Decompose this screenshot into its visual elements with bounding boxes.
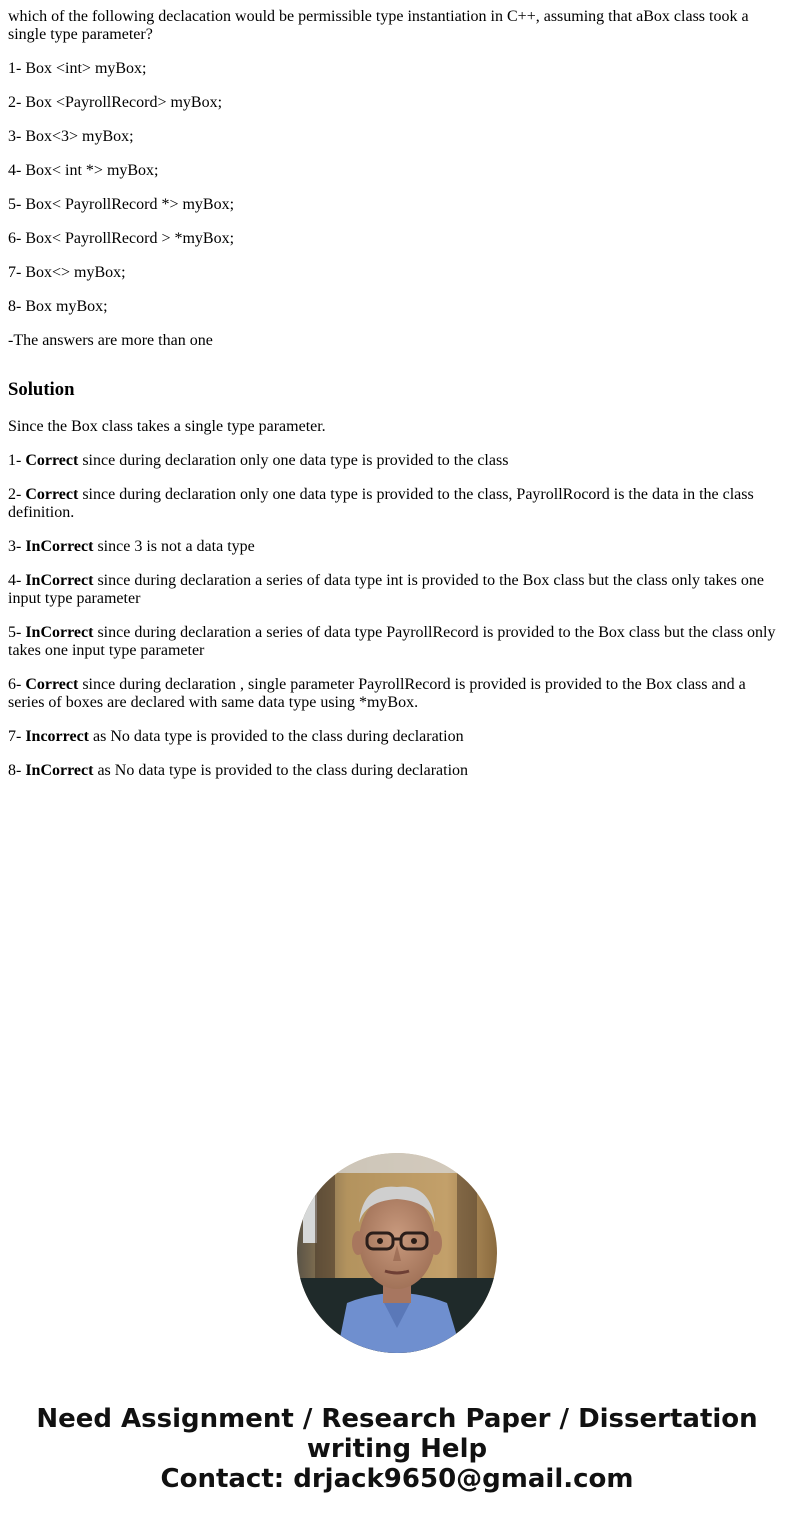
author-portrait-image	[297, 1153, 497, 1353]
promo-line-2: writing Help	[306, 1434, 488, 1464]
solution-heading: Solution	[8, 379, 75, 400]
answer-7	[8, 728, 786, 746]
answer-4	[8, 572, 786, 608]
answer-verdict: Correct	[25, 486, 79, 503]
answer-reason: since 3 is not a data type	[93, 538, 255, 555]
answer-reason: since during declaration only one data type is provided to the class, PayrollRocord is the data in the class definition.	[8, 486, 754, 521]
answer-verdict: InCorrect	[25, 624, 94, 641]
answer-5	[8, 624, 786, 660]
solution-intro: Since the Box class takes a single type parameter.	[8, 418, 326, 435]
answer-number: 7-	[8, 728, 26, 745]
answer-number: 5-	[8, 624, 26, 641]
answer-verdict: Incorrect	[25, 728, 89, 745]
answer-number: 1-	[8, 452, 26, 469]
option-8: 8- Box myBox;	[8, 298, 108, 315]
promo-line-1: Need Assignment / Research Paper / Dissertation	[36, 1404, 758, 1434]
answer-verdict: InCorrect	[25, 762, 94, 779]
answer-number: 6-	[8, 676, 26, 693]
option-1: 1- Box <int> myBox;	[8, 60, 147, 77]
question-note: -The answers are more than one	[8, 332, 213, 349]
option-2: 2- Box <PayrollRecord> myBox;	[8, 94, 223, 111]
promo-contact: Contact: drjack9650@gmail.com	[160, 1464, 634, 1494]
answer-number: 8-	[8, 762, 26, 779]
answer-reason: as No data type is provided to the class during declaration	[89, 728, 464, 745]
answer-verdict: Correct	[25, 676, 79, 693]
document-body	[8, 8, 786, 796]
promo-banner	[0, 1404, 794, 1494]
answer-reason: as No data type is provided to the class during declaration	[93, 762, 469, 779]
answer-verdict: Correct	[25, 452, 79, 469]
question-text: which of the following declacation would be permissible type instantiation in C++, assuming that aBox class took a single type parameter?	[8, 8, 749, 43]
answer-verdict: InCorrect	[25, 572, 94, 589]
option-7: 7- Box<> myBox;	[8, 264, 126, 281]
answer-reason: since during declaration a series of data type int is provided to the Box class but the class only takes one input type parameter	[8, 572, 764, 607]
option-4: 4- Box< int *> myBox;	[8, 162, 159, 179]
option-6: 6- Box< PayrollRecord > *myBox;	[8, 230, 235, 247]
author-avatar	[297, 1153, 497, 1353]
answer-3	[8, 538, 786, 556]
answer-2	[8, 486, 786, 522]
answer-6	[8, 676, 786, 712]
answer-number: 2-	[8, 486, 26, 503]
option-3: 3- Box<3> myBox;	[8, 128, 134, 145]
answer-verdict: InCorrect	[25, 538, 94, 555]
answer-8	[8, 762, 786, 780]
answer-reason: since during declaration a series of data type PayrollRecord is provided to the Box class but the class only takes one input type parameter	[8, 624, 776, 659]
option-5: 5- Box< PayrollRecord *> myBox;	[8, 196, 235, 213]
answer-reason: since during declaration , single parameter PayrollRecord is provided is provided to the Box class and a series of boxes are declared with same data type using *myBox.	[8, 676, 746, 711]
answer-reason: since during declaration only one data type is provided to the class	[78, 452, 509, 469]
answer-1	[8, 452, 786, 470]
answer-number: 4-	[8, 572, 26, 589]
answer-number: 3-	[8, 538, 26, 555]
